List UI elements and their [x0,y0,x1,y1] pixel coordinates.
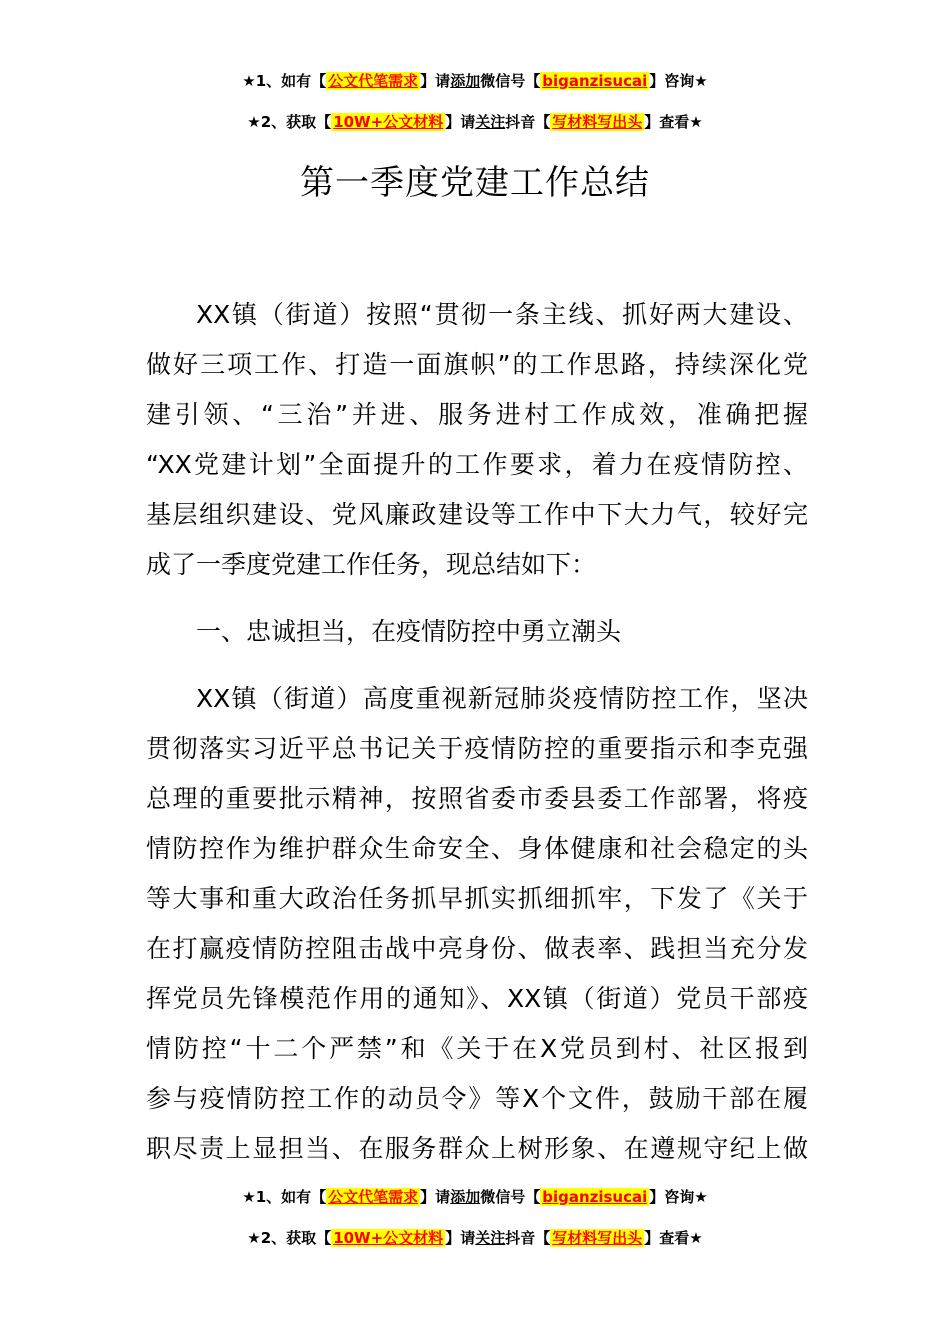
section-heading: 一、忠诚担当，在疫情防控中勇立潮头 [196,617,622,646]
banner-text: 抖音【 [505,1229,551,1247]
text-line: 总理的重要批示精神，按照省委市委县委工作部署，将疫 [146,784,808,813]
banner-text: 】咨询★ [649,1188,708,1206]
banner-text: ★2、获取【 [247,1229,332,1247]
banner-text: 】请 [420,72,451,90]
banner-highlight: biganzisucai [542,1188,648,1206]
banner-bottom-line1 [0,1186,950,1208]
text-line: 在打赢疫情防控阻击战中亮身份、做表率、践担当充分发 [146,934,808,963]
text-line: 情防控作为维护群众生命安全、身体健康和社会稳定的头 [146,834,808,863]
banner-underlined: 关注 [475,113,506,131]
banner-highlight: 10W+公文材料 [333,1229,444,1247]
banner-top-line2 [0,111,950,133]
text-line: 做好三项工作、打造一面旗帜”的工作思路，持续深化党 [146,350,808,379]
banner-text: 】请 [420,1188,451,1206]
banner-highlight: biganzisucai [542,72,648,90]
text-line: 情防控“十二个严禁”和《关于在X党员到村、社区报到 [146,1034,808,1063]
text-line: 建引领、“三治”并进、服务进村工作成效，准确把握 [146,400,808,429]
banner-bottom-line2 [0,1227,950,1249]
banner-text: 微信号【 [480,72,541,90]
text-line: “XX党建计划”全面提升的工作要求，着力在疫情防控、 [146,450,808,479]
text-line: 基层组织建设、党风廉政建设等工作中下大力气，较好完 [146,500,808,529]
text-line: 参与疫情防控工作的动员令》等X个文件，鼓励干部在履 [146,1084,808,1113]
banner-underlined: 添加 [450,72,481,90]
banner-top-line1 [0,70,950,92]
text-line: 职尽责上显担当、在服务群众上树形象、在遵规守纪上做 [146,1134,808,1163]
banner-highlight: 写材料写出头 [552,1229,643,1247]
document-body [146,290,808,1174]
banner-text: 抖音【 [505,113,551,131]
banner-highlight: 写材料写出头 [552,113,643,131]
document-title: 第一季度党建工作总结 [300,163,650,203]
banner-text: 微信号【 [480,1188,541,1206]
banner-highlight: 公文代笔需求 [328,72,419,90]
paragraph-1 [146,290,808,590]
banner-highlight: 10W+公文材料 [333,113,444,131]
text-line: 等大事和重大政治任务抓早抓实抓细抓牢，下发了《关于 [146,884,808,913]
banner-text: 】咨询★ [649,72,708,90]
text-line: XX镇（街道）高度重视新冠肺炎疫情防控工作，坚决 [196,684,808,713]
banner-text: ★1、如有【 [242,1188,327,1206]
text-line: 成了一季度党建工作任务，现总结如下： [146,550,597,579]
paragraph-2 [146,674,808,1174]
banner-highlight: 公文代笔需求 [328,1188,419,1206]
banner-text: 】请 [445,113,476,131]
banner-underlined: 关注 [475,1229,506,1247]
text-line: XX镇（街道）按照“贯彻一条主线、抓好两大建设、 [196,300,808,329]
banner-text: 】请 [445,1229,476,1247]
banner-text: 】查看★ [644,1229,703,1247]
text-line: 挥党员先锋模范作用的通知》、XX镇（街道）党员干部疫 [146,984,808,1013]
banner-text: ★1、如有【 [242,72,327,90]
banner-text: ★2、获取【 [247,113,332,131]
text-line: 贯彻落实习近平总书记关于疫情防控的重要指示和李克强 [146,734,808,763]
banner-text: 】查看★ [644,113,703,131]
banner-underlined: 添加 [450,1188,481,1206]
